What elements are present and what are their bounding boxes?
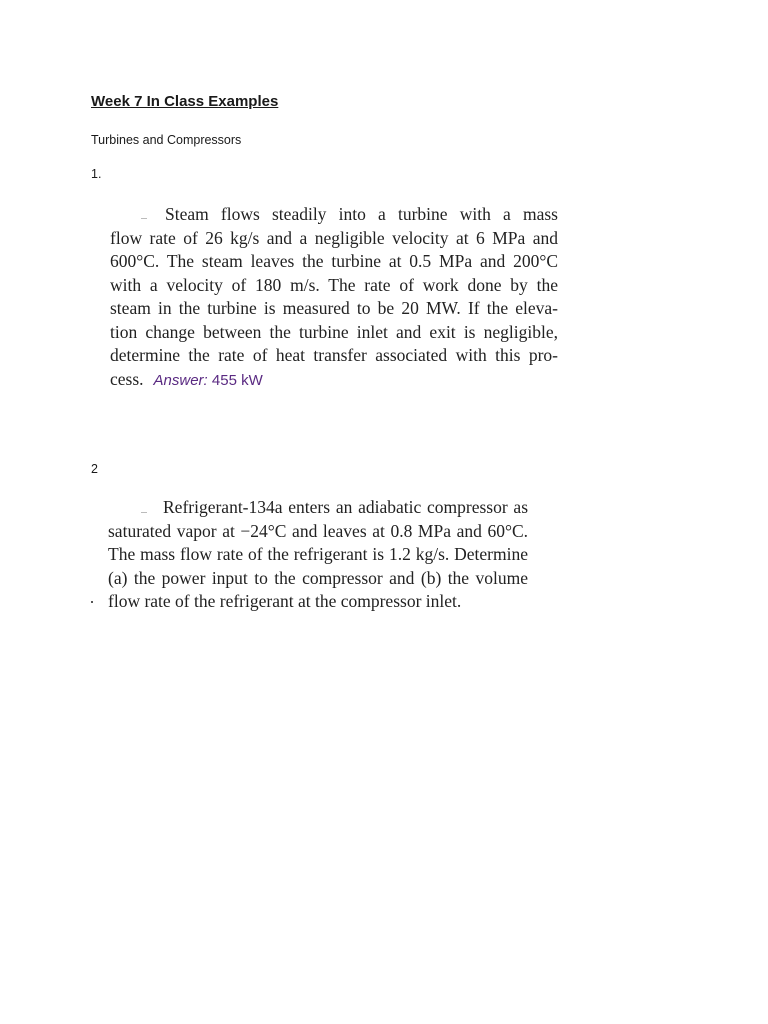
answer-value: 455 kW	[211, 371, 263, 389]
question-1-line: determine the rate of heat transfer associated with this pro-	[110, 345, 558, 365]
question-1-line: tion change between the turbine inlet and exit is negligible,	[110, 321, 558, 342]
question-2-number: 2	[91, 462, 98, 476]
question-1-last-line	[110, 368, 558, 393]
question-2-line: flow rate of the refrigerant at the compressor inlet.	[108, 591, 462, 611]
stray-dot	[91, 601, 93, 603]
question-1-line: flow rate of 26 kg/s and a negligible velocity at 6 MPa and	[110, 227, 558, 248]
question-2-line: (a) the power input to the compressor and (b) the volume	[108, 567, 528, 588]
question-1-line: Steam flows steadily into a turbine with a mass	[165, 204, 558, 224]
question-2-line: Refrigerant-134a enters an adiabatic compressor as	[163, 497, 528, 517]
question-2-text	[108, 496, 528, 614]
page-title: Week 7 In Class Examples	[91, 93, 279, 110]
answer-text	[144, 372, 263, 389]
question-2-line: The mass flow rate of the refrigerant is 1.2 kg/s. Determine	[108, 544, 528, 564]
question-2-line: saturated vapor at −24°C and leaves at 0.8 MPa and 60°C.	[108, 520, 528, 541]
question-1-line: cess.	[110, 368, 144, 389]
question-1-number: 1.	[91, 167, 102, 181]
question-1-line: 600°C. The steam leaves the turbine at 0.5 MPa and 200°C	[110, 251, 558, 271]
question-1-text	[110, 203, 558, 392]
question-1-line: steam in the turbine is measured to be 20 MW. If the eleva-	[110, 298, 558, 318]
answer-label: Answer:	[153, 371, 208, 389]
section-subtitle: Turbines and Compressors	[91, 133, 242, 147]
question-1-line: with a velocity of 180 m/s. The rate of work done by the	[110, 274, 558, 295]
